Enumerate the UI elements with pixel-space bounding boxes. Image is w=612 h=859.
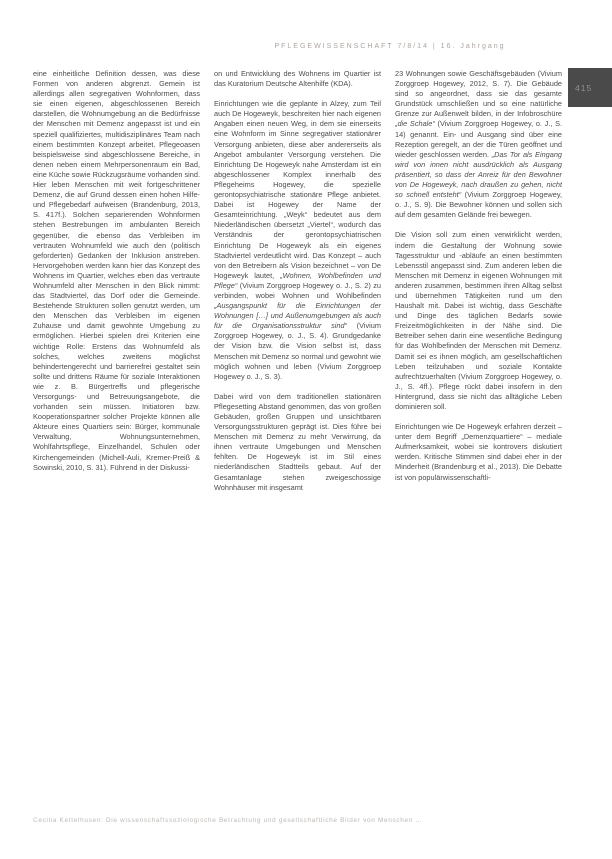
body-paragraph (395, 422, 562, 483)
body-paragraph (214, 99, 381, 382)
body-paragraph (214, 392, 381, 493)
body-paragraph (395, 69, 562, 220)
text-column-1 (33, 69, 200, 813)
page-number-badge (568, 68, 612, 107)
text-run: (Vivium Zorggroep Hogewey o. J., S. 2) zu verbinden, wobei Wohnen und Wohlbefinden (214, 280, 381, 300)
body-paragraph (395, 230, 562, 412)
text-run: (Vivium Zorggroep Hogewey, o. J., S. 9). Die Bewohner können und sollen sich auf dem gesamten Gelände frei bewegen. (395, 190, 562, 220)
text-run: on und Entwicklung des Wohnens im Quartier ist das Kuratorium Deutsche Altenhilfe (KDA). (214, 69, 381, 89)
text-run: Einrichtungen wie De Hogeweyk erfahren derzeit – unter dem Begriff „Demenzquartiere“ – mediale Aufmerksamkeit, wobei sie kontrovers diskutiert werden. Kritische Stimmen sind dabei eher in der Minderheit (Brandenburg et al., 2013). Die Debatte ist von populärwissenschaftli- (395, 422, 562, 482)
page-number: 415 (575, 82, 593, 93)
quoted-text-run: „Wohnen, Wohlbefinden und Pflege“ (214, 270, 381, 290)
text-run: eine einheitliche Definition dessen, was diese Formen von anderen abgrenzt. Gemein ist allerdings allen segregativen Wohnformen, dass sie einen eigenen, abgeschlossenen Bereich darstellen, die Wohnumgebung an die Bedürfnisse der Menschen mit Demenz angepasst ist und ein speziell qualifiziertes, multidisziplinäres Team nach einem bestimmten Konzept arbeitet. Pflegeoasen beispielsweise sind abgeschlossene Bereiche, in denen neben einem Mehrpersonenraum ein Bad, eine Küche sowie Rückzugsräume vorhanden sind. Hier leben Menschen mit weit fortgeschrittener Demenz, die auf Grund dessen einen hohen Hilfe- und Pflegebedarf aufweisen (Brandenburg, 2013, S. 417f.). Solchen separierenden Wohnformen stehen Bestrebungen im ambulanten Bereich gegenüber, die ebenso das Verbleiben im vertrauten Wohnumfeld wie auch den (politisch geforderten) Gedanken der Inklusion anstreben. Hervorgehoben werden kann hier das Konzept des Wohnens im Quartier, welches eben das vertraute Wohnumfeld alter Menschen in den Blick nimmt: das Stadtviertel, das Dorf oder die Gemeinde. Bestehende Strukturen sollen genutzt werden, um den Menschen das Verbleiben im eigenen Zuhause und damit gewohnte Umgebung zu ermöglichen. Hierbei spielen drei Kriterien eine wichtige Rolle: Erstens das Wohnumfeld als solches, welches zweitens möglichst behindertengerecht und barrierefrei gestaltet sein sollte und drittens Räume für soziale Interaktionen wie z. B. Bürgertreffs und pflegerische Versorgungs- und Betreuungsangebote, die vorhanden sein müssen. Initiatoren bzw. Kooperationspartner solcher Projekte können alle Akteure eines Quartiers sein: Bürger, kommunale Verwaltung, Wohnungsunternehmen, Wohlfahrtspflege, Einzelhandel, Schulen oder Kirchengemeinden (Michell-Auli, Kremer-Preiß & Sowinski, 2010, S. 31). Führend in der Diskussi- (33, 69, 200, 472)
running-footer: Cecilia Kettelhusen: Die wissenschaftssoziologische Betrachtung und gesellschaftliche Bilder von Menschen … (33, 817, 423, 824)
body-paragraph (33, 69, 200, 473)
journal-header: PFLEGEWISSENSCHAFT 7/8/14 | 16. Jahrgang (274, 43, 506, 50)
text-run: 23 Wohnungen sowie Geschäftsgebäuden (Vivium Zorggroep Hogewey, 2012, S. 7). Die Gebäude sind so angeordnet, dass sie das gesamte Grundstück umschließen und so eine natürliche Grenze zur Außenwelt bilden, in der Infobroschüre (395, 69, 562, 119)
quoted-text-run: „die Schale“ (395, 119, 435, 129)
text-run: Einrichtungen wie die geplante in Alzey, zum Teil auch De Hogeweyk, beschreiten hier nach eigenen Angaben einen neuen Weg, in dem sie einerseits eine Wohnform im Sinne segregativer stationärer Versorgung anbieten, diese aber andererseits als Angebot ambulanter Versorgung verstehen. Die Einrichtung De Hogeweyk nahe Amsterdam ist ein abgeschlossener Komplex innerhalb des Pflegeheims Hogewey, die spezielle gerontopsychiatrische stationäre Pflege anbietet. Dabei ist Hogewey der Name der Gesamteinrichtung. „Weyk“ bedeutet aus dem Niederländischen übersetzt „Viertel“, wodurch das Verständnis der gerontopsychiatrischen Einrichtung De Hogeweyk als ein eigenes Stadtviertel verdeutlicht wird. Das Konzept – auch von den Betreibern als Vision bezeichnet – von De Hogeweyk lautet, (214, 99, 381, 280)
text-column-3 (395, 69, 562, 813)
text-column-2 (214, 69, 381, 813)
text-run: (Vivium Zorggroep Hogewey, o. J., S. 4). Grundgedanke der Vision bzw. die Vision selbst ist, dass Menschen mit Demenz so normal und gewohnt wie möglich wohnen und leben (Vivium Zorggroep Hogewey o. J., S. 3). (214, 321, 382, 381)
text-run: Die Vision soll zum einen verwirklicht werden, indem die Gestaltung der Wohnung sowie Tagesstruktur und -abläufe an einen bestimmten Lebensstil angepasst sind. Zum anderen leben die Menschen mit Demenz in eigenen Wohnungen mit anderen zusammen, bestimmen ihren Alltag selbst und übernehmen Tätigkeiten rund um den Haushalt mit. Dabei ist wichtig, dass Geschäfte und Dinge des täglichen Bedarfs sowie Freizeitmöglichkeiten in der Nähe sind. Die Betreiber sehen darin eine wesentliche Bedingung für das Wohlbefinden der Menschen mit Demenz. Damit sei es ihnen möglich, am gesellschaftlichen Leben teilzuhaben und soziale Kontakte aufrechtzuerhalten (Vivium Zorggroep Hogewey, o. J., S. 4ff.). Pflege rückt dabei insofern in den Hintergrund, dass sie nicht das alltägliche Leben dominieren soll. (395, 230, 562, 411)
text-run: Dabei wird von dem traditionellen stationären Pflegesetting Abstand genommen, das von großen Gebäuden, großen Gruppen und unsichtbaren Versorgungsstrukturen geprägt ist. Dies führe bei Menschen mit Demenz zu mehr Verwirrung, da ihnen vertraute Umgebungen und Menschen fehlten. De Hogeweyk ist im Stil eines niederländischen Stadtteils gebaut. Auf der Gesamtanlage stehen zweigeschossige Wohnhäuser mit insgesamt (214, 391, 381, 492)
quoted-text-run: „Das Tor als Eingang wird von innen nicht ausdrücklich als Ausgang präsentiert, so dass der Anreiz für den Bewohner von De Hogeweyk, nach draußen zu gehen, nicht so schnell entsteht“ (395, 149, 562, 200)
quoted-text-run: „Ausgangspunkt für die Einrichtungen der Wohnungen […] und Außenumgebungen als auch für die Organisationsstruktur sind“ (214, 301, 381, 331)
article-body (33, 69, 562, 813)
body-paragraph (214, 69, 381, 89)
text-run: (Vivium Zorggroep Hogewey, o. J., S. 14) genannt. Ein- und Ausgang sind über eine Rezeption geregelt, an der die Türen geöffnet und wieder geschlossen werden. (395, 119, 562, 159)
